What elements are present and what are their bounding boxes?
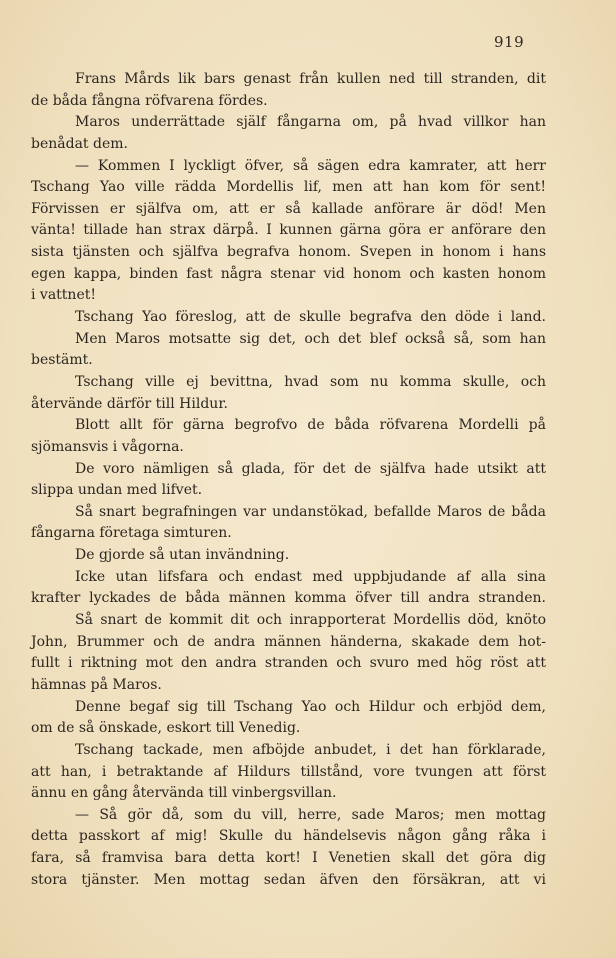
text-line: Blott allt för gärna begrofvo de båda röfvarena Mordelli på bbox=[75, 417, 546, 434]
text-line: stora tjänster. Men mottag sedan äfven den försäkran, att vi bbox=[31, 871, 546, 888]
text-line: Men Maros motsatte sig det, och det blef också så, som han bbox=[75, 330, 546, 347]
text-line: fullt i riktning mot den andra stranden och svuro med hög röst att bbox=[31, 655, 546, 672]
text-line: Förvissen er själfva om, att er så kallade anförare är död! Men bbox=[31, 200, 546, 217]
text-line: sjömansvis i vågorna. bbox=[31, 438, 184, 455]
text-line: slippa undan med lifvet. bbox=[31, 482, 203, 499]
text-line: Maros underrättade själf fångarna om, på hvad villkor han bbox=[75, 114, 546, 131]
text-line: vänta! tillade han strax därpå. I kunnen gärna göra er anförare den bbox=[31, 222, 546, 239]
text-line: De gjorde så utan invändning. bbox=[75, 547, 290, 564]
text-line: hämnas på Maros. bbox=[31, 676, 162, 693]
text-line: Så snart de kommit dit och inrapporterat Mordellis död, knöto bbox=[75, 612, 546, 629]
text-line: John, Brummer och de andra männen händerna, skakade dem hot- bbox=[31, 633, 546, 650]
text-line: Denne begaf sig till Tschang Yao och Hildur och erbjöd dem, bbox=[75, 698, 546, 715]
body-text bbox=[31, 69, 546, 891]
text-line: återvände därför till Hildur. bbox=[31, 395, 228, 412]
text-line: — Kommen I lyckligt öfver, så sägen edra kamrater, att herr bbox=[75, 157, 546, 174]
text-line: bestämt. bbox=[31, 352, 93, 369]
text-line: fångarna företaga simturen. bbox=[31, 525, 232, 542]
text-line: Frans Mårds lik bars genast från kullen ned till stranden, dit bbox=[75, 71, 546, 87]
text-line: krafter lyckades de båda männen komma öfver till andra stranden. bbox=[31, 590, 546, 607]
text-line: — Så gör då, som du vill, herre, sade Maros; men mottag bbox=[75, 806, 546, 823]
text-line: detta passkort af mig! Skulle du händelsevis någon gång råka i bbox=[31, 828, 546, 845]
text-line: ännu en gång återvända till vinbergsvillan. bbox=[31, 785, 337, 802]
text-line: Tschang Yao ville rädda Mordellis lif, men att han kom för sent! bbox=[31, 179, 546, 196]
text-line: i vattnet! bbox=[31, 287, 96, 304]
text-line: Så snart begrafningen var undanstökad, befallde Maros de båda bbox=[75, 503, 546, 520]
text-line: benådat dem. bbox=[31, 135, 128, 152]
text-line: att han, i betraktande af Hildurs tillstånd, vore tvungen att först bbox=[31, 763, 546, 780]
text-line: Tschang Yao föreslog, att de skulle begrafva den döde i land. bbox=[75, 309, 546, 326]
text-line: sista tjänsten och själfva begrafva honom. Svepen in honom i hans bbox=[31, 244, 546, 261]
text-line: om de så önskade, eskort till Venedig. bbox=[31, 720, 301, 737]
text-line: de båda fångna röfvarena fördes. bbox=[31, 92, 268, 109]
text-line: Tschang tackade, men afböjde anbudet, i det han förklarade, bbox=[75, 741, 546, 758]
text-line: Icke utan lifsfara och endast med uppbjudande af alla sina bbox=[75, 568, 546, 585]
text-line: De voro nämligen så glada, för det de själfva hade utsikt att bbox=[75, 460, 546, 477]
text-line: fara, så framvisa bara detta kort! I Venetien skall det göra dig bbox=[31, 850, 546, 867]
text-line: egen kappa, binden fast några stenar vid honom och kasten honom bbox=[31, 265, 546, 282]
text-line: Tschang ville ej bevittna, hvad som nu komma skulle, och bbox=[75, 373, 546, 390]
page-number: 919 bbox=[494, 33, 525, 51]
